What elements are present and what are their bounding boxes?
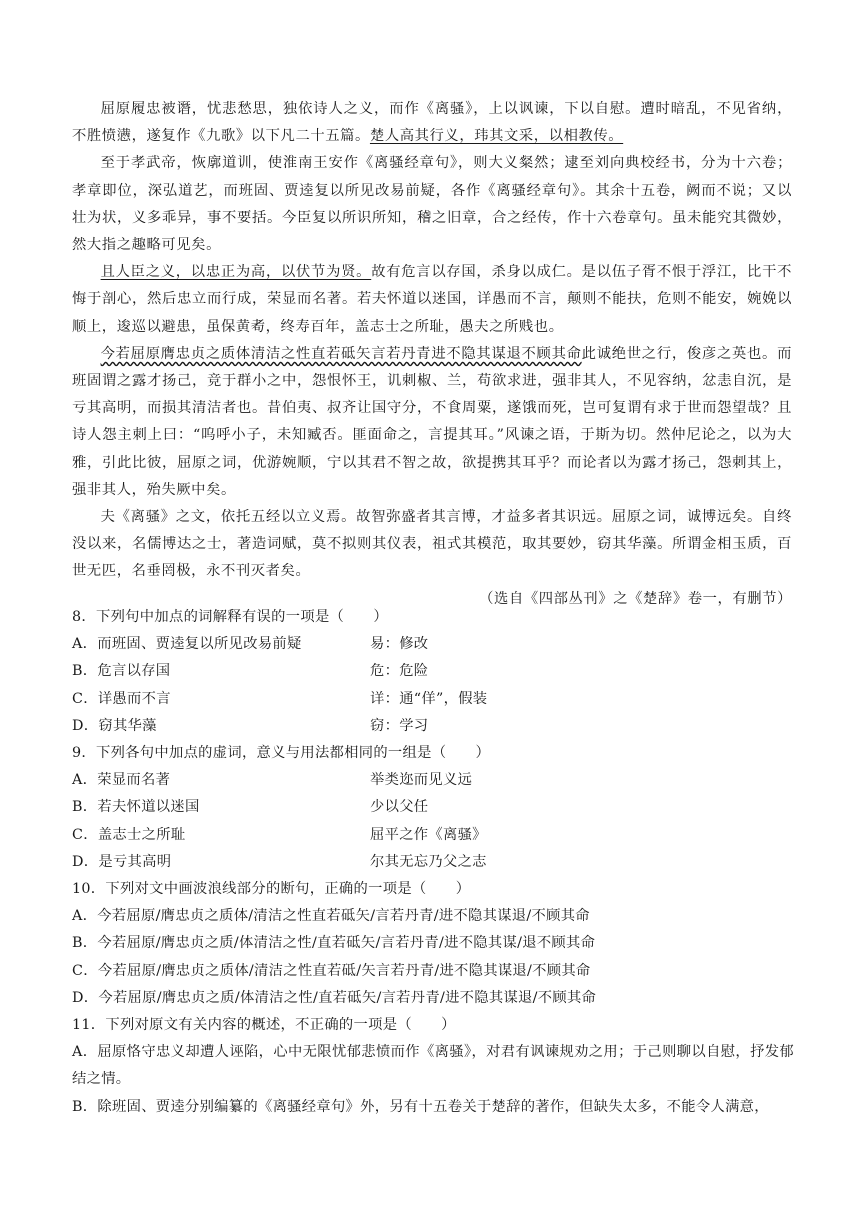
- paragraph-1-text: 屈原履忠被谮，忧悲愁思，独依诗人之义，而作《离骚》，上以讽谏，下以自慰。遭时暗乱，不见省纳，不胜愤懑，遂复作《九歌》以下凡二十五篇。: [72, 101, 792, 145]
- question-8-option-b: B．危言以存国 危：危险: [72, 663, 429, 680]
- paragraph-2: 至于孝武帝，恢廓道训，使淮南王安作《离骚经章句》，则大义粲然；逮至刘向典校经书，分为十六卷；孝章即位，深弘道艺，而班固、贾逵复以所见改易前疑，各作《离骚经章句》。其余十五卷，阙而不说；又以壮为状，义多乖异，事不要括。今臣复以所识所知，稽之旧章，合之经传，作十六卷章句。虽未能究其微妙，然大指之趣略可见矣。: [72, 155, 792, 254]
- question-11-stem: 11．下列对原文有关内容的概述，不正确的一项是（ ）: [72, 1017, 456, 1034]
- paragraph-3: [72, 259, 792, 341]
- question-10-option-d: D．今若屈原/膺忠贞之质/体清洁之性/直若砥矢/言若丹青/进不隐其谋退/不顾其命: [72, 989, 597, 1006]
- question-11-option-a: A．屈原恪守忠义却遭人诬陷，心中无限忧郁悲愤而作《离骚》，对君有讽谏规劝之用；于己则聊以自慰，抒发郁结之情。: [72, 1044, 794, 1088]
- question-9-stem: 9．下列各句中加点的虚词，意义与用法都相同的一组是（ ）: [72, 745, 491, 762]
- source-citation: （选自《四部丛刊》之《楚辞》卷一，有删节）: [479, 590, 792, 607]
- paragraph-1: [72, 96, 792, 150]
- question-9-option-c: C．盖志士之所耻 屈平之作《离骚》: [72, 826, 487, 843]
- paragraph-4: [72, 341, 792, 504]
- question-9-option-a: A．荣显而名著 举类迩而见义远: [72, 772, 473, 789]
- classical-chinese-passage: [72, 96, 792, 613]
- question-8-stem: 8．下列句中加点的词解释有误的一项是（ ）: [72, 609, 388, 625]
- paragraph-4-text: 此诚绝世之行，俊彦之英也。而班固谓之露才扬己，竞于群小之中，怨恨怀王，讥刺椒、兰，苟欲求进，强非其人，不见容纳，忿恚自沉，是亏其高明，而损其清洁者也。昔伯夷、叔齐让国守分，不食周粟，遂饿而死，岂可复谓有求于世而怨望哉？且诗人怨主刺上曰：“呜呼小子，未知臧否。匪面命之，言提其耳。”风谏之语，于斯为切。然仲尼论之，以为大雅，引此比彼，屈原之词，优游婉顺，宁以其君不智之故，欲提携其耳乎？而论者以为露才扬己，怨刺其上，强非其人，殆失厥中矣。: [72, 345, 792, 498]
- question-9-option-d: D．是亏其高明 尔其无忘乃父之志: [72, 853, 487, 870]
- question-10-option-a: A．今若屈原/膺忠贞之质体/清洁之性直若砥矢/言若丹青/进不隐其谋退/不顾其命: [72, 908, 590, 925]
- underlined-sentence-2: 且人臣之义，以忠正为高，以伏节为贤。: [100, 264, 372, 281]
- paragraph-3-text: 故有危言以存国，杀身以成仁。是以伍子胥不恨于浮江，比干不悔于剖心，然后忠立而行成，荣显而名著。若夫怀道以迷国，详愚而不言，颠则不能扶，危则不能安，婉娩以顺上，逡巡以避患，虽保黄耇，终寿百年，盖志士之所耻，愚夫之所贱也。: [72, 264, 792, 335]
- question-10-option-b: B．今若屈原/膺忠贞之质/体清洁之性/直若砥矢/言若丹青/进不隐其谋/退不顾其命: [72, 935, 596, 952]
- question-10-stem: 10．下列对文中画波浪线部分的断句，正确的一项是（ ）: [72, 881, 471, 898]
- question-9-option-b: B．若夫怀道以迷国 少以父任: [72, 799, 429, 816]
- question-8-option-c: C．详愚而不言 详：通“佯”，假装: [72, 690, 488, 707]
- question-11-option-b: B．除班固、贾逵分别编纂的《离骚经章句》外，另有十五卷关于楚辞的著作，但缺失太多，不能令人满意，: [72, 1098, 769, 1115]
- questions-section: [72, 604, 794, 1121]
- question-8-option-d: D．窃其华藻 窃：学习: [72, 717, 429, 734]
- underlined-sentence-1: 楚人高其行义，玮其文采，以相教传。: [369, 128, 624, 145]
- question-10-option-c: C．今若屈原/膺忠贞之质体/清洁之性直若砥/矢言若丹青/进不隐其谋退/不顾其命: [72, 962, 591, 979]
- question-8-option-a: A．而班固、贾逵复以所见改易前疑 易：修改: [72, 636, 429, 653]
- wavy-line-sentence: 今若屈原膺忠贞之质体清洁之性直若砥矢言若丹青进不隐其谋退不顾其命: [100, 345, 582, 362]
- paragraph-5: 夫《离骚》之文，依托五经以立义焉。故智弥盛者其言博，才益多者其识远。屈原之词，诚博远矣。自终没以来，名儒博达之士，著造词赋，莫不拟则其仪表，祖式其模范，取其要妙，窃其华藻。所谓金相玉质，百世无匹，名垂罔极，永不刊灭者矣。: [72, 509, 792, 580]
